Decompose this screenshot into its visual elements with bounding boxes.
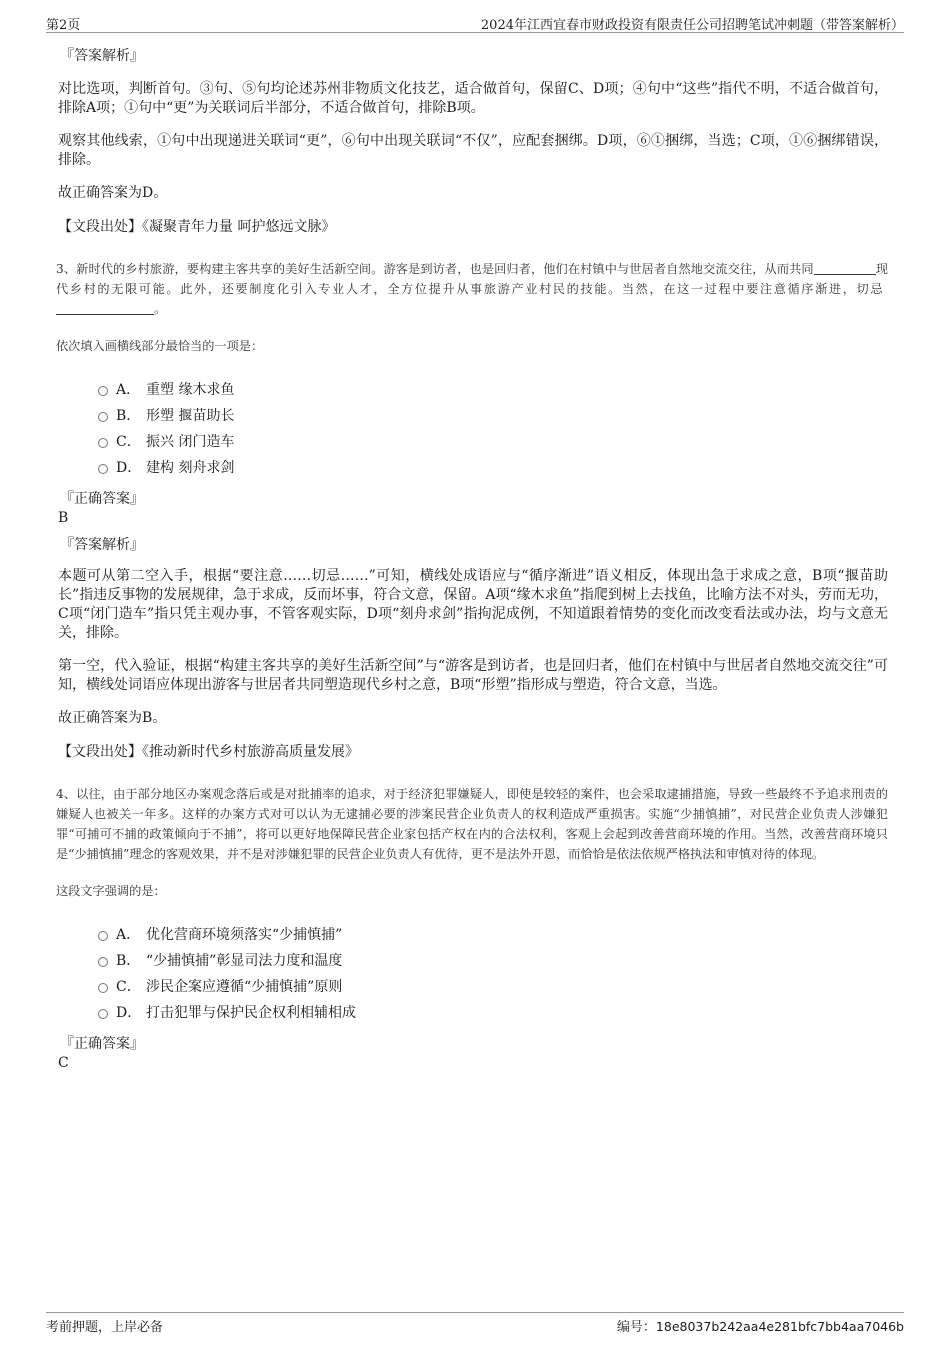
radio-icon[interactable]: [98, 412, 108, 422]
radio-icon[interactable]: [98, 464, 108, 474]
q3-question: [56, 259, 888, 319]
q2-source: 【文段出处】《凝聚青年力量 呵护悠远文脉》: [58, 219, 336, 235]
document-title: 2024年江西宜春市财政投资有限责任公司招聘笔试冲刺题（带答案解析）: [480, 18, 904, 33]
q4-answer: C: [58, 1055, 69, 1071]
q2-analysis-tag: 『答案解析』: [60, 48, 144, 64]
footer-slogan: 考前押题，上岸必备: [46, 1320, 164, 1335]
option-text: 打击犯罪与保护民企权利相辅相成: [146, 1005, 356, 1021]
radio-icon[interactable]: [98, 386, 108, 396]
q4-option-d[interactable]: [98, 1000, 888, 1026]
q4-prompt: 这段文字强调的是：: [56, 884, 166, 898]
q3-option-a[interactable]: [98, 377, 888, 403]
q3-option-d[interactable]: [98, 455, 888, 481]
q3-answer-tag: 『正确答案』: [60, 491, 144, 507]
option-letter: C．: [116, 979, 141, 995]
q4-question: 4、以往，由于部分地区办案观念落后或是对批捕率的追求，对于经济犯罪嫌疑人，即使是较轻的案件，也会采取逮捕措施，导致一些最终不予追求刑责的嫌疑人也被关一年多。这样的办案方式对可以认为无逮捕必要的涉案民营企业负责人的权利造成严重损害。实施“少捕慎捕”，对民营企业负责人涉嫌犯罪“可捕可不捕的政策倾向于不捕”，将可以更好地保障民营企业家包括产权在内的合法权利，客观上会起到改善营商环境的作用。当然，改善营商环境只是“少捕慎捕”理念的客观效果，并不是对涉嫌犯罪的民营企业负责人有优待，更不是法外开恩，而恰恰是依法依规严格执法和审慎对待的体现。: [56, 787, 888, 861]
option-letter: C．: [116, 434, 141, 450]
q3-blank-2: [56, 300, 154, 315]
q3-text-a: 3、新时代的乡村旅游，要构建主客共享的美好生活新空间。游客是到访者，也是回归者，他们在村镇中与世居者自然地交流交往，从而共同: [56, 262, 814, 276]
q2-conclusion: 故正确答案为D。: [58, 185, 168, 201]
q3-options: [98, 377, 888, 481]
radio-icon[interactable]: [98, 1009, 108, 1019]
option-letter: D．: [116, 1005, 142, 1021]
code-label: 编号：: [616, 1320, 656, 1335]
code-value: 18e8037b242aa4e281bfc7bb4aa7046b: [655, 1319, 904, 1334]
q3-option-c[interactable]: [98, 429, 888, 455]
option-text: 重塑 缘木求鱼: [146, 382, 235, 398]
option-letter: A．: [116, 927, 141, 943]
q4-option-b[interactable]: [98, 948, 888, 974]
q3-answer: B: [58, 510, 69, 526]
option-text: 涉民企案应遵循“少捕慎捕”原则: [146, 979, 343, 995]
option-letter: D．: [116, 460, 142, 476]
option-letter: B．: [116, 953, 141, 969]
q3-option-b[interactable]: [98, 403, 888, 429]
option-letter: A．: [116, 382, 141, 398]
page-header: [46, 14, 904, 33]
q3-analysis-para-2: 第一空，代入验证，根据“构建主客共享的美好生活新空间”与“游客是到访者，也是回归者，他们在村镇中与世居者自然地交流交往”可知，横线处词语应体现出游客与世居者共同塑造现代乡村之意，B项“形塑”指形成与塑造，符合文意，当选。: [58, 658, 888, 693]
q4-option-a[interactable]: [98, 922, 888, 948]
q3-analysis-tag: 『答案解析』: [60, 537, 144, 553]
radio-icon[interactable]: [98, 957, 108, 967]
q3-source: 【文段出处】《推动新时代乡村旅游高质量发展》: [58, 744, 359, 760]
q2-analysis-para-1: 对比选项，判断首句。③句、⑤句均论述苏州非物质文化技艺，适合做首句，保留C、D项；④句中“这些”指代不明，不适合做首句，排除A项；①句中“更”为关联词后半部分，不适合做首句，排除B项。: [58, 81, 888, 116]
q3-text-c: 。: [154, 302, 167, 316]
q4-answer-tag: 『正确答案』: [60, 1036, 144, 1052]
option-text: “少捕慎捕”彰显司法力度和温度: [146, 953, 343, 969]
page-footer: [46, 1312, 904, 1336]
q3-text-b: 现代乡村的无限可能。此外，还要制度化引入专业人才，全方位提升从事旅游产业村民的技能。当然，在这一过程中要注意循序渐进，切忌: [56, 262, 888, 296]
document-code: [617, 1316, 904, 1335]
page-number: 第2页: [46, 18, 81, 33]
q3-prompt: 依次填入画横线部分最恰当的一项是：: [56, 339, 264, 353]
option-letter: B．: [116, 408, 141, 424]
q2-analysis-para-2: 观察其他线索，①句中出现递进关联词“更”，⑥句中出现关联词“不仅”，应配套捆绑。D项，⑥①捆绑，当选；C项，①⑥捆绑错误，排除。: [58, 133, 888, 168]
q4-options: [98, 922, 888, 1026]
option-text: 建构 刻舟求剑: [146, 460, 235, 476]
option-text: 优化营商环境须落实“少捕慎捕”: [146, 927, 343, 943]
q3-conclusion: 故正确答案为B。: [58, 710, 167, 726]
main-content: [56, 46, 888, 1080]
q4-option-c[interactable]: [98, 974, 888, 1000]
radio-icon[interactable]: [98, 931, 108, 941]
radio-icon[interactable]: [98, 983, 108, 993]
radio-icon[interactable]: [98, 438, 108, 448]
option-text: 形塑 揠苗助长: [146, 408, 235, 424]
q3-blank-1: [814, 260, 876, 275]
q3-analysis-para-1: 本题可从第二空入手，根据“要注意……切忌……”可知，横线处成语应与“循序渐进”语义相反，体现出急于求成之意，B项“揠苗助长”指违反事物的发展规律，急于求成，反而坏事，符合文意，保留。A项“缘木求鱼”指爬到树上去找鱼，比喻方法不对头，劳而无功，C项“闭门造车”指只凭主观办事，不管客观实际，D项“刻舟求剑”指拘泥成例，不知道跟着情势的变化而改变看法或办法，均与文意无关，排除。: [58, 568, 888, 641]
option-text: 振兴 闭门造车: [146, 434, 235, 450]
